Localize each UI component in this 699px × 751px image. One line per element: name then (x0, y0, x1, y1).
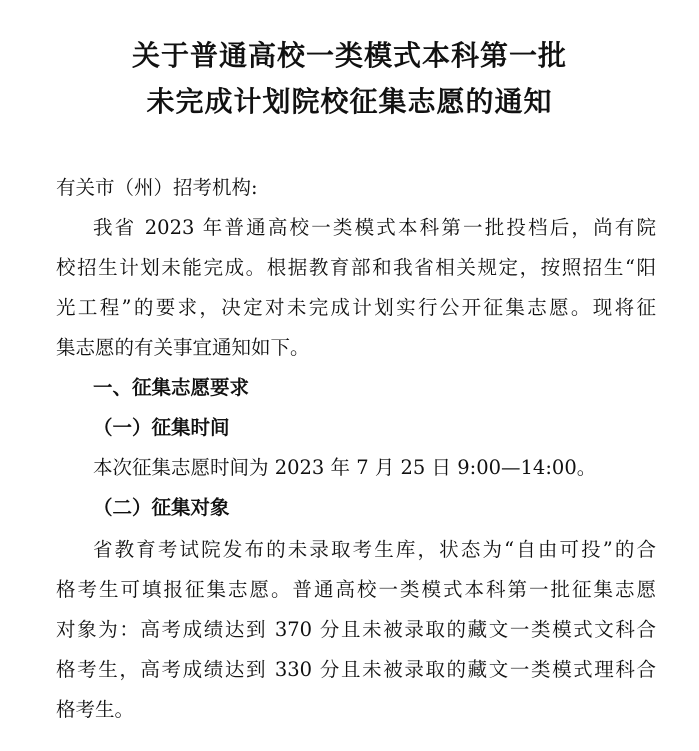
intro-line-4: 集志愿的有关事宜通知如下。 (56, 336, 310, 359)
sub-1-text: 本次征集志愿时间为 2023 年 7 月 25 日 9:00—14:00。 (93, 456, 597, 479)
title-line-1: 关于普通高校一类模式本科第一批 (131, 39, 567, 72)
intro-line-1: 我省 2023 年普通高校一类模式本科第一批投档后，尚有院 (93, 216, 656, 239)
sub-2-heading: （二）征集对象 (93, 496, 230, 519)
title-line-2: 未完成计划院校征集志愿的通知 (146, 85, 553, 118)
salutation: 有关市（州）招考机构: (56, 176, 258, 199)
sub-1-heading: （一）征集时间 (93, 416, 230, 439)
sub-2-line-3: 对象为：高考成绩达到 370 分且未被录取的藏文一类模式文科合 (56, 618, 656, 641)
sub-2-line-1: 省教育考试院发布的未录取考生库，状态为“自由可投”的合 (93, 538, 656, 561)
sub-2-line-4: 格考生，高考成绩达到 330 分且未被录取的藏文一类模式理科合 (56, 658, 656, 681)
sub-2-line-2: 格考生可填报征集志愿。普通高校一类模式本科第一批征集志愿 (56, 578, 656, 601)
sub-2-line-5: 格考生。 (56, 698, 135, 721)
intro-line-3: 光工程”的要求，决定对未完成计划实行公开征集志愿。现将征 (56, 296, 656, 319)
intro-line-2: 校招生计划未能完成。根据教育部和我省相关规定，按照招生“阳 (56, 256, 656, 279)
section-1-heading: 一、征集志愿要求 (93, 376, 250, 399)
